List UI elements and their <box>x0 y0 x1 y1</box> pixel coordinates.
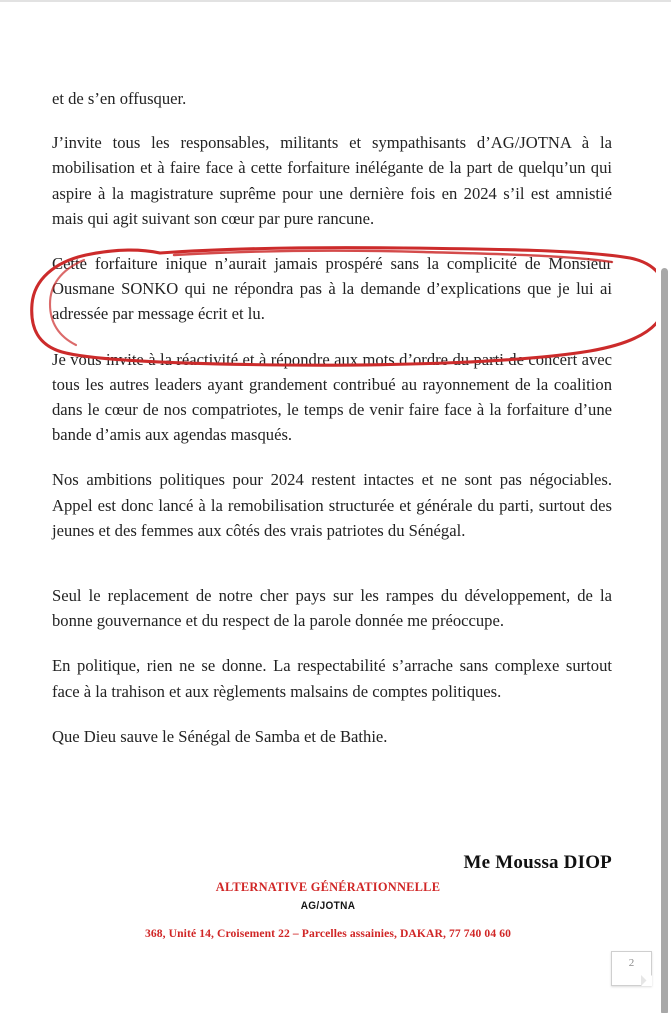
document-page <box>0 2 656 1013</box>
footer-abbreviation: AG/JOTNA <box>300 900 356 912</box>
letterhead-footer <box>0 878 656 945</box>
paragraph-2: J’invite tous les responsables, militants et sympathisants d’AG/JOTNA à la mobilisation et à faire face à cette forfaiture inélégante de la part de quelqu’un qui aspire à la magistrature suprême pour une dernière fois en 2024 s’il est amnistié mais qui agit suivant son cœur par pure rancune. <box>52 133 612 228</box>
paragraph-8: Que Dieu sauve le Sénégal de Samba et de Bathie. <box>52 726 388 746</box>
page-number-label: 2 <box>628 957 635 969</box>
paragraph-6: Seul le replacement de notre cher pays sur les rampes du développement, de la bonne gouvernance et du respect de la parole donnée me préoccupe. <box>52 586 612 631</box>
footer-organisation: ALTERNATIVE GÉNÉRATIONNELLE <box>215 880 441 894</box>
paragraph-4: Je vous invite à la réactivité et à répondre aux mots d’ordre du parti de concert avec tous les autres leaders ayant grandement contribué au rayonnement de la coalition dans le cœur de nos compatriotes, le temps de venir faire face à la forfaiture d’une bande d’amis aux agendas masqués. <box>52 349 612 445</box>
letter-body <box>52 86 612 769</box>
page-indicator-card[interactable] <box>611 951 652 986</box>
footer-address: 368, Unité 14, Croisement 22 – Parcelles assainies, DAKAR, 77 740 04 60 <box>144 927 512 940</box>
paragraph-7: En politique, rien ne se donne. La respectabilité s’arrache sans complexe surtout face à la trahison et aux règlements malsains de comptes politiques. <box>52 656 612 701</box>
paragraph-1: et de s’en offusquer. <box>52 89 187 108</box>
page-corner-fold-icon <box>641 975 652 986</box>
scrollbar-thumb[interactable] <box>661 268 668 1013</box>
signature-name: Me Moussa DIOP <box>463 852 612 873</box>
paragraph-3-annotated: Cette forfaiture inique n’aurait jamais prospéré sans la complicité de Monsieur Ousmane SONKO qui ne répondra pas à la demande d’explications que je lui ai adressée par message écrit et lu. <box>52 254 612 324</box>
paragraph-5: Nos ambitions politiques pour 2024 restent intactes et ne sont pas négociables. Appel est donc lancé à la remobilisation structurée et générale du parti, surtout des jeunes et des femmes aux côtés des vrais patriotes du Sénégal. <box>52 470 612 540</box>
vertical-scrollbar[interactable] <box>656 2 671 1013</box>
